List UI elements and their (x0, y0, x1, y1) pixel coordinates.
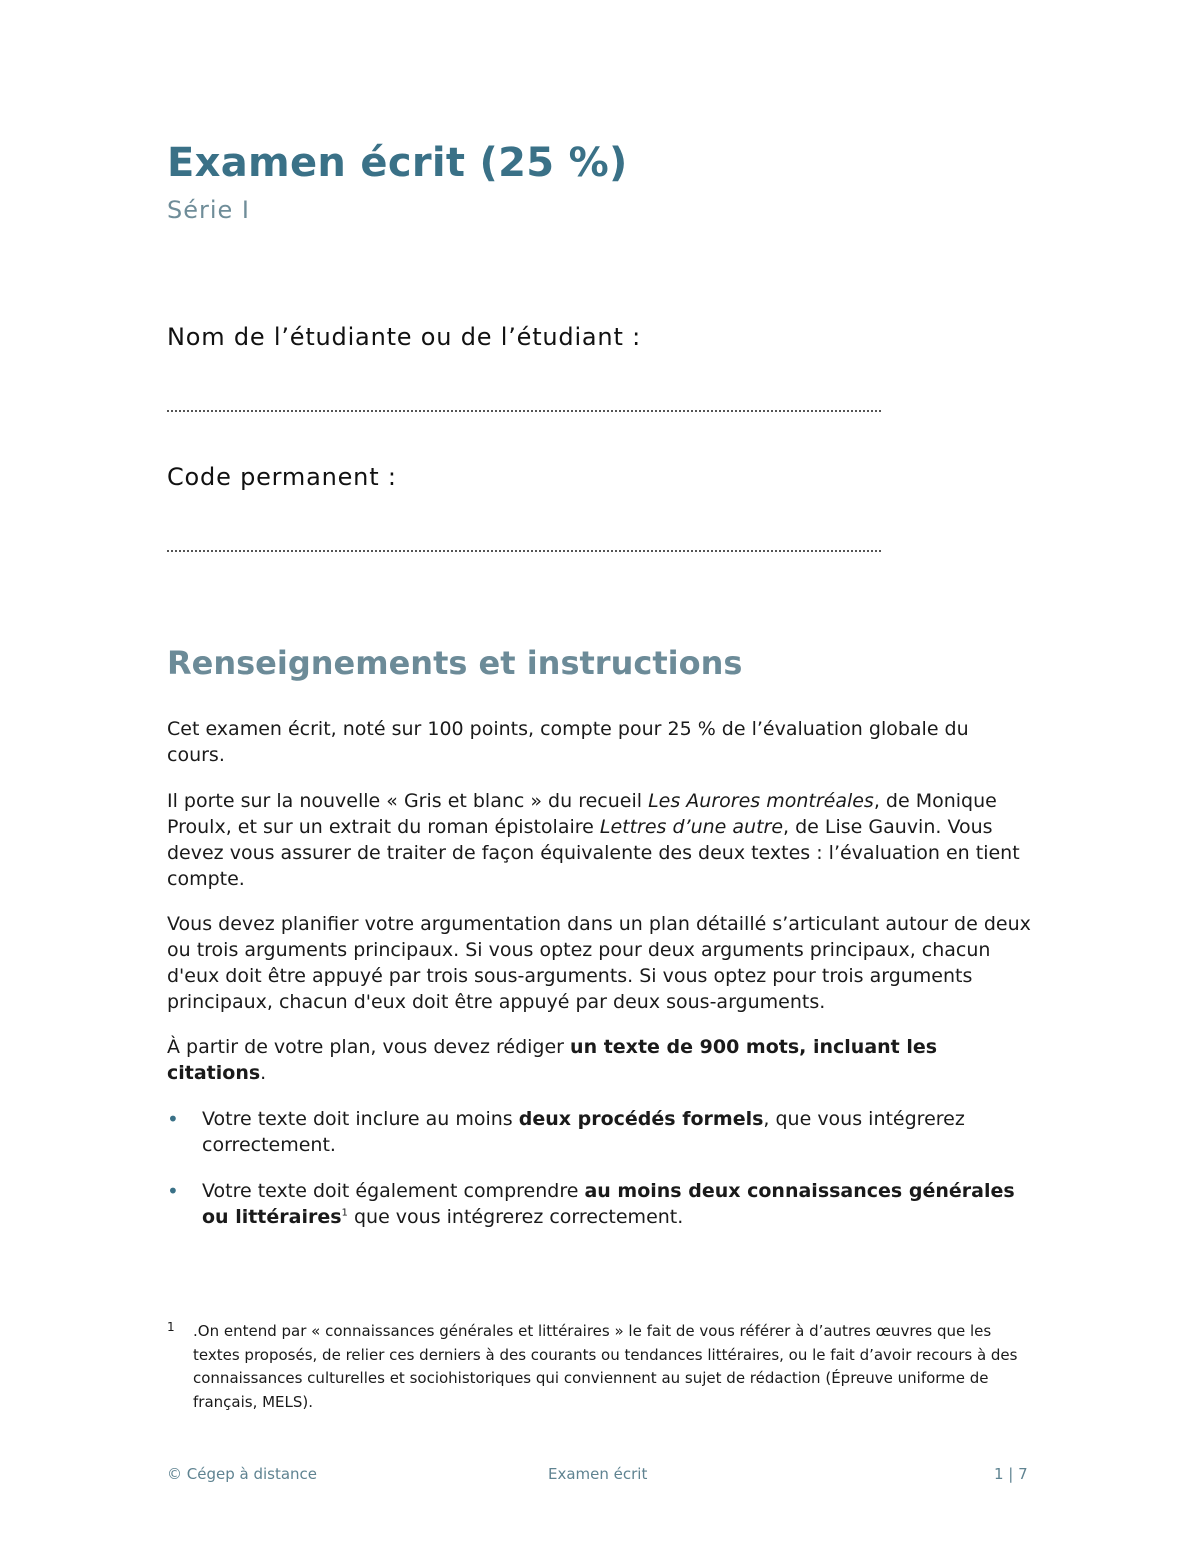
paragraph-plan: Vous devez planifier votre argumentation dans un plan détaillé s’articulant autour de deux ou trois arguments principaux. Si vous optez pour deux arguments principaux, chacun d'eux doit être appuyé par trois sous-arguments. Si vous optez pour trois arguments principaux, chacun d'eux doit être appuyé par deux sous-arguments. (167, 913, 1031, 1013)
paragraph-word-count-end: . (260, 1062, 267, 1084)
paragraph-texts (167, 788, 1037, 892)
paragraph-texts-part1: Il porte sur la nouvelle « Gris et blanc » du recueil (167, 790, 649, 812)
book-title-aurores: Les Aurores montréales (648, 790, 874, 812)
paragraph-grading: Cet examen écrit, noté sur 100 points, compte pour 25 % de l’évaluation globale du cours. (167, 718, 969, 766)
permanent-code-label: Code permanent : (167, 463, 397, 491)
permanent-code-line (167, 550, 881, 552)
footer-copyright: © Cégep à distance (167, 1465, 318, 1483)
paragraph-texts-part3: , de Lise Gauvin. Vous devez vous assurer de traiter de façon équivalente des deux textes : l’évaluation en tient compte. (167, 816, 1020, 890)
book-title-lettres: Lettres d’une autre (599, 816, 784, 838)
footnote-number: 1 (167, 1320, 175, 1334)
bullet-2-after: que vous intégrerez correctement. (347, 1206, 684, 1228)
bullet-2-before: Votre texte doit également comprendre (202, 1180, 585, 1202)
paragraph-texts-part2: , de Monique Proulx, et sur un extrait du roman épistolaire (167, 790, 997, 838)
bullet-1-after: , que vous intégrerez correctement. (202, 1108, 965, 1156)
footnote-reference[interactable]: 1 (341, 1207, 348, 1219)
word-count-requirement: un texte de 900 mots, incluant les citations (167, 1036, 938, 1084)
footer-page-number: 1 | 7 (994, 1465, 1028, 1483)
bullet-icon: • (167, 1107, 179, 1131)
footnote-text: .On entend par « connaissances générales et littéraires » le fait de vous référer à d’autres œuvres que les textes proposés, de relier ces derniers à des courants ou tendances littéraires, ou le fait d’avoir recours à des connaissances culturelles et sociohistoriques qui conviennent au sujet de rédaction (Épreuve uniforme de français, MELS). (193, 1322, 1018, 1411)
paragraph-word-count-part1: À partir de votre plan, vous devez rédiger (167, 1036, 571, 1058)
bullet-text-knowledge (202, 1178, 1022, 1230)
paragraph-word-count (167, 1034, 987, 1086)
document-subtitle: Série I (167, 196, 251, 224)
bullet-icon: • (167, 1179, 179, 1203)
bullet-1-before: Votre texte doit inclure au moins (202, 1108, 519, 1130)
footer-document-title: Examen écrit (548, 1465, 648, 1483)
document-title: Examen écrit (25 %) (167, 140, 628, 186)
bullet-2-bold: au moins deux connaissances générales ou littéraires (202, 1180, 1015, 1228)
section-title: Renseignements et instructions (167, 644, 743, 682)
bullet-1-bold: deux procédés formels (518, 1108, 764, 1130)
student-name-label: Nom de l’étudiante ou de l’étudiant : (167, 323, 641, 351)
student-name-line (167, 410, 881, 412)
bullet-text-formal (202, 1106, 1022, 1158)
